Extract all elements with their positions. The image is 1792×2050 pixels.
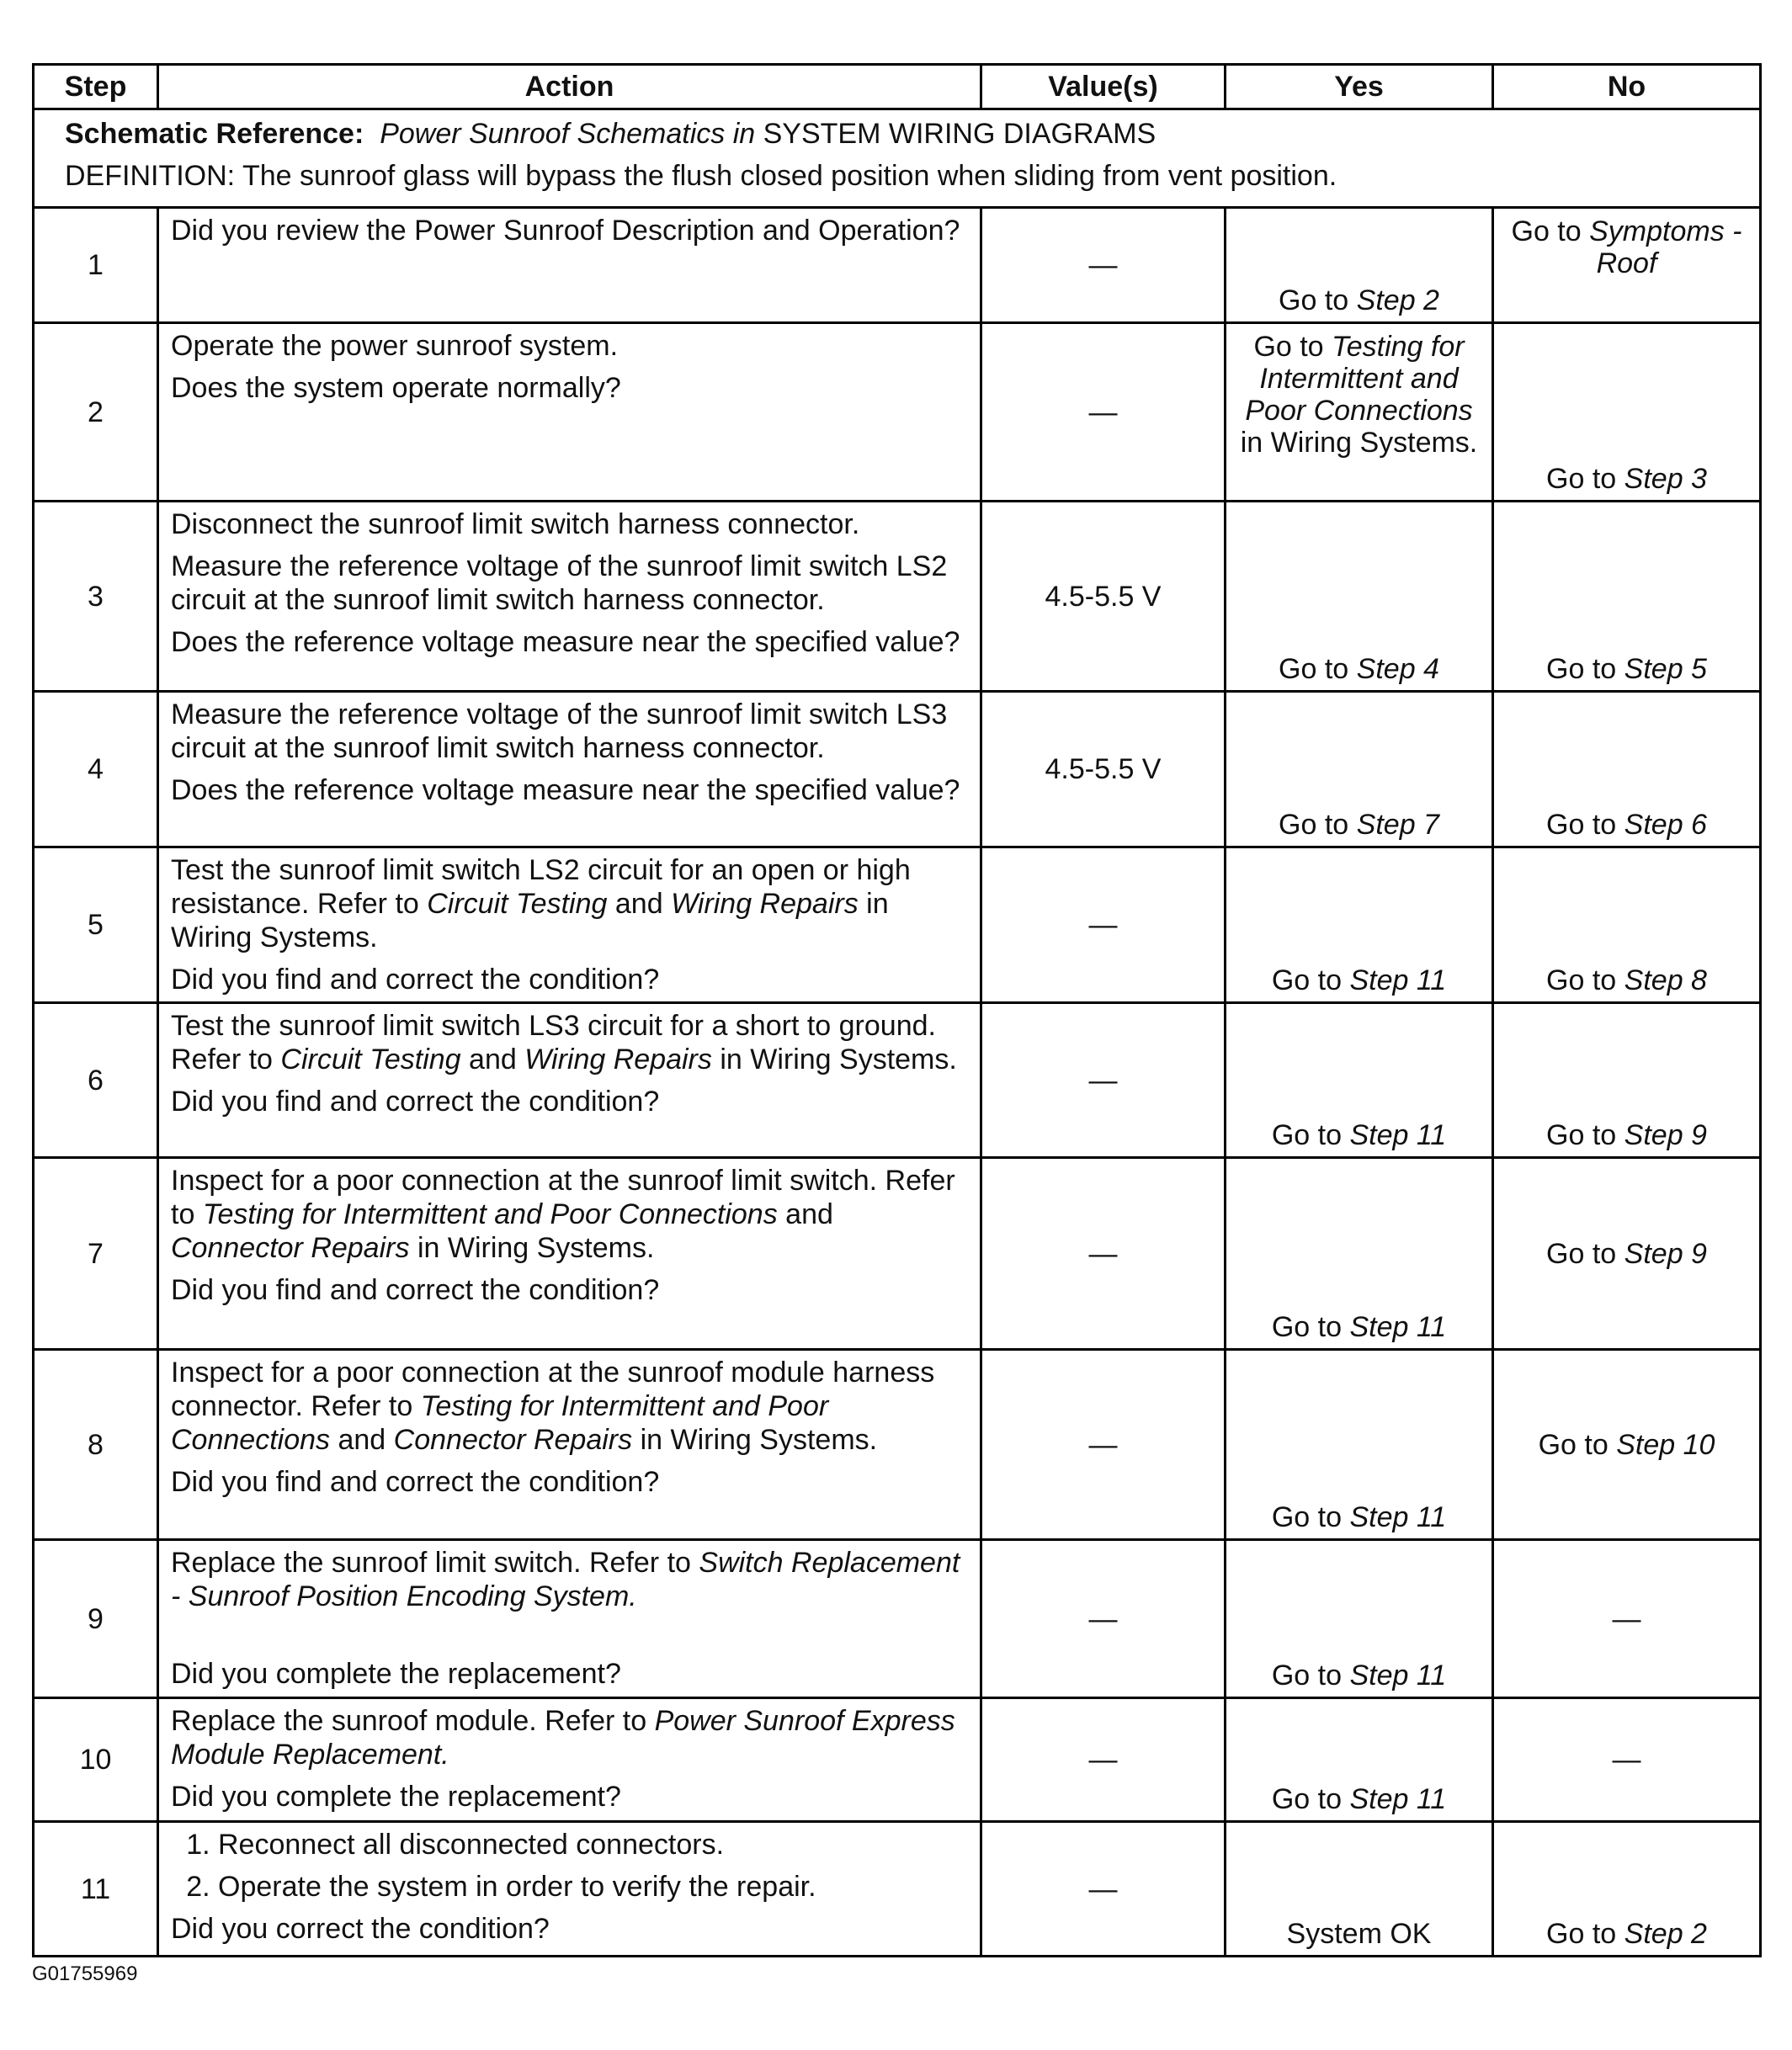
action-reference: Switch Replacement - Sunroof Position Encoding System. (171, 1547, 960, 1612)
table-row (34, 1698, 1761, 1822)
yes-prefix: Go to (1279, 653, 1349, 685)
action-text (171, 1704, 971, 1771)
no-prefix: Go to (1546, 1119, 1617, 1151)
yes-target: Step 2 (1356, 284, 1439, 316)
action-question: Does the system operate normally? (171, 372, 621, 404)
no-cell (1493, 323, 1761, 502)
no-cell: — (1493, 1698, 1761, 1822)
yes-cell (1226, 1822, 1493, 1957)
no-target: Step 6 (1624, 809, 1707, 841)
action-text-part: in Wiring Systems. (171, 888, 889, 953)
value-cell: — (981, 1158, 1226, 1350)
yes-prefix: Go to (1271, 964, 1343, 996)
yes-cell (1226, 847, 1493, 1003)
yes-target: Step 11 (1349, 1501, 1447, 1533)
no-cell (1493, 1003, 1761, 1158)
yes-cell (1226, 1540, 1493, 1698)
yes-prefix: Go to (1279, 809, 1349, 841)
yes-prefix: Go to (1253, 331, 1324, 363)
action-reference: Wiring Repairs (524, 1044, 712, 1075)
action-text (171, 853, 971, 954)
action-reference: Circuit Testing (280, 1044, 461, 1075)
yes-suffix: in Wiring Systems. (1240, 427, 1478, 459)
action-question: Did you find and correct the condition? (171, 1274, 660, 1306)
action-list (171, 1828, 971, 1904)
no-prefix: Go to (1546, 964, 1617, 996)
action-reference: Circuit Testing (427, 888, 608, 920)
step-number: 4 (34, 692, 158, 847)
value-cell: — (981, 323, 1226, 502)
yes-prefix: Go to (1271, 1501, 1343, 1533)
action-text-part: Inspect for a poor connection at the sunroof limit switch. Refer to (171, 1165, 955, 1230)
action-question: Does the reference voltage measure near the specified value? (171, 774, 960, 806)
header-step: Step (34, 65, 158, 109)
action-text: Did you review the Power Sunroof Description and Operation? (171, 215, 960, 247)
no-cell (1493, 847, 1761, 1003)
action-cell (158, 1158, 981, 1350)
list-item: 2. Operate the system in order to verify the repair. (218, 1870, 971, 1904)
table-row (34, 323, 1761, 502)
table-row (34, 1158, 1761, 1350)
action-text: Measure the reference voltage of the sunroof limit switch LS3 circuit at the sunroof limit switch harness connector. (171, 698, 948, 764)
step-number: 7 (34, 1158, 158, 1350)
action-question: Did you complete the replacement? (171, 1658, 621, 1690)
yes-cell (1226, 1698, 1493, 1822)
yes-cell (1226, 1350, 1493, 1540)
yes-target: Step 11 (1349, 1660, 1447, 1692)
no-cell: — (1493, 1540, 1761, 1698)
value-cell: — (981, 847, 1226, 1003)
action-text-part: and (338, 1424, 386, 1456)
action-reference: Connector Repairs (171, 1232, 410, 1264)
schematic-tail: SYSTEM WIRING DIAGRAMS (763, 118, 1157, 150)
diagnostic-table (32, 63, 1762, 1957)
yes-cell (1226, 208, 1493, 323)
action-cell (158, 1698, 981, 1822)
action-cell (158, 847, 981, 1003)
no-target: Step 8 (1624, 964, 1707, 996)
yes-prefix: Go to (1271, 1119, 1343, 1151)
action-text (171, 1546, 971, 1613)
action-question: Did you find and correct the condition? (171, 1086, 660, 1118)
yes-cell (1226, 323, 1493, 502)
no-prefix: Go to (1538, 1428, 1609, 1461)
header-row (34, 65, 1761, 109)
action-text: Measure the reference voltage of the sunroof limit switch LS2 circuit at the sunroof limit switch harness connector. (171, 550, 948, 616)
no-cell (1493, 502, 1761, 692)
no-cell (1493, 1822, 1761, 1957)
no-cell (1493, 1158, 1761, 1350)
table-row (34, 692, 1761, 847)
reference-row (34, 109, 1761, 208)
no-target: Step 10 (1616, 1428, 1715, 1461)
table-row (34, 1540, 1761, 1698)
action-text-part: and (469, 1044, 517, 1075)
action-question: Did you complete the replacement? (171, 1781, 621, 1813)
header-action: Action (158, 65, 981, 109)
step-number: 2 (34, 323, 158, 502)
action-cell (158, 1822, 981, 1957)
no-target: Symptoms - Roof (1589, 215, 1742, 279)
action-question: Did you find and correct the condition? (171, 1466, 660, 1498)
action-cell (158, 502, 981, 692)
no-target: Step 2 (1624, 1918, 1707, 1950)
value-cell: — (981, 1540, 1226, 1698)
action-question: Did you find and correct the condition? (171, 964, 660, 996)
action-question: Did you correct the condition? (171, 1913, 550, 1945)
action-reference: Power Sunroof Express Module Replacement. (171, 1705, 955, 1771)
yes-cell (1226, 692, 1493, 847)
value-cell: — (981, 1350, 1226, 1540)
action-reference: Testing for Intermittent and Poor Connections (202, 1198, 778, 1230)
no-cell (1493, 692, 1761, 847)
action-text-part: and (785, 1198, 833, 1230)
schematic-reference (65, 117, 1751, 151)
action-text: Operate the power sunroof system. (171, 330, 619, 362)
step-number: 8 (34, 1350, 158, 1540)
yes-target: Step 11 (1349, 964, 1447, 996)
action-question: Does the reference voltage measure near the specified value? (171, 626, 960, 658)
action-text-part: in Wiring Systems. (417, 1232, 655, 1264)
action-reference: Connector Repairs (393, 1424, 633, 1456)
action-cell (158, 323, 981, 502)
no-target: Step 5 (1624, 653, 1707, 685)
action-text-part: and (614, 888, 663, 920)
action-text-part: Test the sunroof limit switch LS2 circuit for an open or high resistance. Refer to (171, 854, 911, 920)
yes-target: Step 4 (1356, 653, 1439, 685)
table-row (34, 502, 1761, 692)
step-number: 1 (34, 208, 158, 323)
schematic-label: Schematic Reference: (65, 118, 364, 150)
no-prefix: Go to (1546, 463, 1617, 495)
no-prefix: Go to (1546, 653, 1617, 685)
header-yes: Yes (1226, 65, 1493, 109)
yes-prefix: Go to (1271, 1660, 1343, 1692)
action-cell (158, 1350, 981, 1540)
yes-prefix: Go to (1271, 1783, 1343, 1815)
yes-prefix: Go to (1271, 1311, 1343, 1343)
yes-text: System OK (1286, 1918, 1432, 1950)
table-row (34, 1350, 1761, 1540)
action-cell (158, 208, 981, 323)
no-target: Step 9 (1624, 1237, 1707, 1270)
yes-target: Testing for Intermittent and Poor Connections (1245, 331, 1473, 427)
yes-prefix: Go to (1279, 284, 1349, 316)
no-prefix: Go to (1546, 1237, 1617, 1270)
header-no: No (1493, 65, 1761, 109)
action-reference: Wiring Repairs (671, 888, 859, 920)
action-cell (158, 692, 981, 847)
action-cell (158, 1540, 981, 1698)
table-row (34, 1822, 1761, 1957)
action-text (171, 1356, 971, 1457)
action-text-part: Test the sunroof limit switch LS3 circuit for a short to ground. Refer to (171, 1010, 936, 1075)
no-prefix: Go to (1546, 1918, 1617, 1950)
no-cell (1493, 208, 1761, 323)
no-cell (1493, 1350, 1761, 1540)
value-cell: — (981, 1698, 1226, 1822)
action-text-part: Replace the sunroof limit switch. Refer to (171, 1547, 691, 1579)
action-reference: Testing for Intermittent and Poor Connections (171, 1390, 829, 1456)
step-number: 6 (34, 1003, 158, 1158)
step-number: 10 (34, 1698, 158, 1822)
value-cell: — (981, 208, 1226, 323)
yes-target: Step 11 (1349, 1119, 1447, 1151)
yes-cell (1226, 1003, 1493, 1158)
no-prefix: Go to (1511, 215, 1582, 247)
action-text-part: Replace the sunroof module. Refer to (171, 1705, 647, 1737)
table-row (34, 1003, 1761, 1158)
action-text-part: Inspect for a poor connection at the sunroof module harness connector. Refer to (171, 1357, 935, 1422)
value-cell: — (981, 1003, 1226, 1158)
schematic-link: Power Sunroof Schematics in (380, 118, 756, 150)
action-text-part: in Wiring Systems. (640, 1424, 878, 1456)
value-cell: 4.5-5.5 V (981, 502, 1226, 692)
action-text-part: in Wiring Systems. (720, 1044, 957, 1075)
action-cell (158, 1003, 981, 1158)
step-number: 9 (34, 1540, 158, 1698)
value-cell: — (981, 1822, 1226, 1957)
no-target: Step 3 (1624, 463, 1707, 495)
step-number: 3 (34, 502, 158, 692)
table-row (34, 847, 1761, 1003)
yes-target: Step 7 (1356, 809, 1439, 841)
yes-cell (1226, 1158, 1493, 1350)
no-prefix: Go to (1546, 809, 1617, 841)
reference-cell (34, 109, 1761, 208)
yes-cell (1226, 502, 1493, 692)
definition-text: DEFINITION: The sunroof glass will bypass the flush closed position when sliding from vent position. (65, 160, 1337, 192)
action-text (171, 1164, 971, 1265)
figure-id: G01755969 (32, 1962, 138, 1985)
list-item: 1. Reconnect all disconnected connectors. (218, 1828, 971, 1861)
yes-target: Step 11 (1349, 1783, 1447, 1815)
action-text: Disconnect the sunroof limit switch harness connector. (171, 508, 860, 540)
value-cell: 4.5-5.5 V (981, 692, 1226, 847)
yes-target: Step 11 (1349, 1311, 1447, 1343)
table-row (34, 208, 1761, 323)
step-number: 11 (34, 1822, 158, 1957)
step-number: 5 (34, 847, 158, 1003)
header-values: Value(s) (981, 65, 1226, 109)
action-text (171, 1009, 971, 1076)
no-target: Step 9 (1624, 1119, 1707, 1151)
